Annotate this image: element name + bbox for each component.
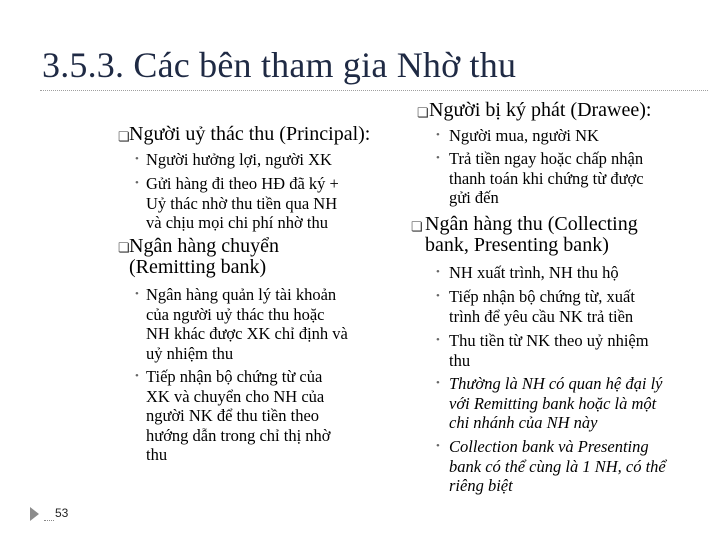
collecting-heading <box>425 214 638 256</box>
text-line: uỷ nhiệm thu <box>146 343 234 363</box>
text-line: thu <box>146 445 168 464</box>
bullet-icon: • <box>436 377 440 389</box>
title-divider <box>40 90 708 91</box>
remitting-item-1 <box>146 285 348 363</box>
bullet-icon: • <box>436 290 440 302</box>
bullet-icon: • <box>135 288 139 300</box>
principal-item-2 <box>146 174 339 233</box>
drawee-item-1 <box>449 126 599 146</box>
text-line: với Remitting bank hoặc là một <box>449 393 657 413</box>
text-line: Người mua, người NK <box>449 126 599 145</box>
square-bullet-icon: ❏ <box>118 129 130 144</box>
remitting-item-2 <box>146 367 331 465</box>
bullet-icon: • <box>436 266 440 278</box>
text-line: XK và chuyển cho NH của <box>146 386 325 406</box>
bullet-icon: • <box>135 153 139 165</box>
collecting-item-2 <box>449 287 635 326</box>
square-bullet-icon: ❏ <box>118 240 130 255</box>
text-line: trình để yêu cầu NK trả tiền <box>449 306 634 326</box>
text-line: (Remitting bank) <box>129 256 267 278</box>
remitting-heading <box>129 236 279 278</box>
text-line: bank, Presenting bank) <box>425 234 609 256</box>
text-line: chi nhánh của NH này <box>449 413 598 432</box>
bullet-icon: • <box>436 152 440 164</box>
text-line: bank có thể cùng là 1 NH, có thể <box>449 456 666 476</box>
text-line: Uỷ thác nhờ thu tiền qua NH <box>146 193 338 213</box>
text-line: Gửi hàng đi theo HĐ đã ký + <box>146 174 339 193</box>
text-line: Ngân hàng quản lý tài khoản <box>146 285 337 304</box>
text-line: Tiếp nhận bộ chứng từ của <box>146 367 323 386</box>
text-line: hướng dẫn trong chỉ thị nhờ <box>146 425 331 445</box>
text-line: của người uỷ thác thu hoặc <box>146 304 325 324</box>
collecting-item-1 <box>449 263 619 283</box>
footer-triangle-icon <box>30 507 39 521</box>
bullet-icon: • <box>436 334 440 346</box>
text-line: riêng biệt <box>449 476 513 495</box>
text-line: Trả tiền ngay hoặc chấp nhận <box>449 149 644 168</box>
text-line: Ngân hàng chuyển <box>129 235 279 257</box>
text-line: Ngân hàng thu (Collecting <box>425 213 638 235</box>
text-line: NH khác được XK chỉ định và <box>146 324 348 343</box>
principal-heading: Người uỷ thác thu (Principal): <box>129 123 371 145</box>
bullet-icon: • <box>135 177 139 189</box>
collecting-item-4 <box>449 374 663 433</box>
square-bullet-icon: ❏ <box>417 105 429 120</box>
footer-divider <box>44 520 54 521</box>
text-line: NH xuất trình, NH thu hộ <box>449 263 619 282</box>
text-line: Tiếp nhận bộ chứng từ, xuất <box>449 287 635 306</box>
text-line: gửi đến <box>449 188 499 207</box>
collecting-item-5 <box>449 437 666 496</box>
text-line: Thu tiền từ NK theo uỷ nhiệm <box>449 331 649 350</box>
collecting-item-3 <box>449 331 649 370</box>
bullet-icon: • <box>436 129 440 141</box>
drawee-heading: Người bị ký phát (Drawee): <box>429 99 652 121</box>
text-line: người NK để thu tiền theo <box>146 406 320 425</box>
bullet-icon: • <box>436 440 440 452</box>
text-line: Người hưởng lợi, người XK <box>146 150 332 169</box>
text-line: và chịu mọi chi phí nhờ thu <box>146 213 328 232</box>
text-line: Thường là NH có quan hệ đại lý <box>449 374 663 393</box>
text-line: thu <box>449 350 471 370</box>
text-line: Collection bank và Presenting <box>449 437 649 456</box>
text-line: thanh toán khi chứng từ được <box>449 168 644 188</box>
bullet-icon: • <box>135 370 139 382</box>
square-bullet-icon: ❏ <box>411 219 423 234</box>
slide-title: 3.5.3. Các bên tham gia Nhờ thu <box>42 45 517 85</box>
principal-item-1 <box>146 150 332 170</box>
page-number: 53 <box>55 506 69 520</box>
drawee-item-2 <box>449 149 644 208</box>
